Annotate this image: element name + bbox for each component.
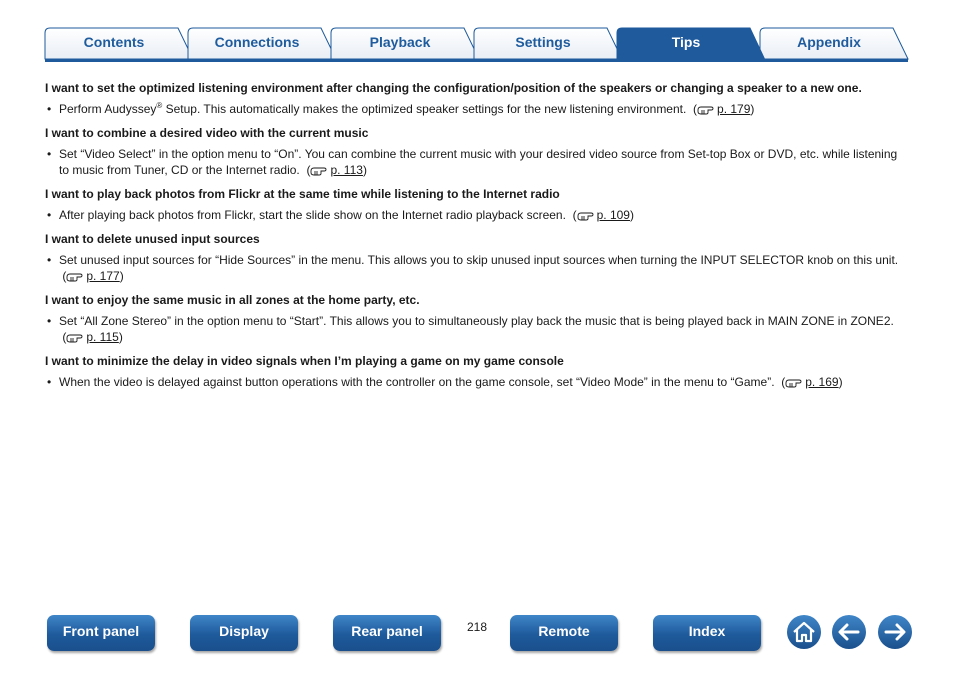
tip-answer (45, 146, 900, 178)
tips-content (45, 80, 900, 398)
page-reference: ( p. 179) (689, 102, 755, 116)
bullet: • (47, 102, 52, 116)
tip-answer (45, 374, 900, 390)
tab-rule (45, 59, 908, 62)
pointing-hand-icon (785, 377, 805, 388)
tab-contents[interactable]: Contents (83, 34, 145, 50)
answer-text: Set “Video Select” in the option menu to “On”. You can combine the current music with your desired video source from Set-top Box or DVD, etc. while listening to music from Tuner, CD or the Internet radio. (59, 147, 898, 177)
page-link[interactable]: p. 115 (86, 330, 119, 344)
pointing-hand-icon (577, 210, 597, 221)
page-number: 218 (466, 620, 488, 634)
page-link[interactable]: p. 113 (330, 163, 363, 177)
arrow-left-icon[interactable] (831, 614, 867, 650)
tab-connections[interactable]: Connections (214, 34, 300, 50)
tip-section (45, 80, 900, 117)
tip-question: I want to enjoy the same music in all zones at the home party, etc. (45, 293, 420, 307)
tab-settings[interactable]: Settings (515, 34, 571, 50)
page-link[interactable]: p. 179 (717, 102, 751, 116)
page-reference: ( p. 109) (569, 208, 634, 222)
pointing-hand-icon (66, 332, 86, 343)
bullet: • (47, 375, 52, 389)
bullet: • (47, 253, 52, 267)
tip-question: I want to set the optimized listening environment after changing the configuration/position of the speakers or changing a speaker to a new one. (45, 81, 862, 95)
tip-answer (45, 252, 900, 284)
page-reference: ( p. 113) (303, 163, 367, 177)
answer-text: After playing back photos from Flickr, start the slide show on the Internet radio playback screen. (59, 208, 566, 222)
tip-section (45, 186, 900, 223)
front-panel-button[interactable]: Front panel (47, 615, 155, 651)
tip-question: I want to play back photos from Flickr at the same time while listening to the Internet radio (45, 187, 560, 201)
tip-section (45, 353, 900, 390)
tip-answer (45, 207, 900, 223)
index-button[interactable]: Index (653, 615, 761, 651)
page-reference: ( p. 177) (59, 269, 124, 283)
answer-text: Set “All Zone Stereo” in the option menu to “Start”. This allows you to simultaneously play back the music that is being played back in MAIN ZONE in ZONE2. (59, 314, 894, 328)
page-reference: ( p. 115) (59, 330, 123, 344)
rear-panel-button[interactable]: Rear panel (333, 615, 441, 651)
bullet: • (47, 208, 52, 222)
page-reference: ( p. 169) (777, 375, 843, 389)
tab-appendix[interactable]: Appendix (797, 34, 861, 50)
tip-section (45, 231, 900, 284)
display-button[interactable]: Display (190, 615, 298, 651)
tip-question: I want to delete unused input sources (45, 232, 260, 246)
registered-mark: ® (156, 101, 163, 110)
tip-question: I want to minimize the delay in video signals when I’m playing a game on my game console (45, 354, 564, 368)
tip-answer (45, 101, 900, 117)
bullet: • (47, 314, 52, 328)
tip-question: I want to combine a desired video with the current music (45, 126, 369, 140)
page-link[interactable]: p. 169 (805, 375, 839, 389)
remote-button[interactable]: Remote (510, 615, 618, 651)
tab-playback[interactable]: Playback (369, 34, 431, 50)
home-icon[interactable] (786, 614, 822, 650)
tip-section (45, 292, 900, 345)
page-link[interactable]: p. 177 (86, 269, 120, 283)
answer-text: Set unused input sources for “Hide Sources” in the menu. This allows you to skip unused input sources when turning the INPUT SELECTOR knob on this unit. (59, 253, 899, 267)
answer-text-before: Perform Audyssey (59, 102, 157, 116)
answer-text: When the video is delayed against button operations with the controller on the game console, set “Video Mode” in the menu to “Game”. (59, 375, 775, 389)
tab-shapes (0, 0, 954, 64)
pointing-hand-icon (697, 104, 717, 115)
tab-tips[interactable]: Tips (671, 34, 701, 50)
answer-text-after: Setup. This automatically makes the optimized speaker settings for the new listening environment. (162, 102, 687, 116)
arrow-right-icon[interactable] (877, 614, 913, 650)
pointing-hand-icon (66, 271, 86, 282)
pointing-hand-icon (310, 165, 330, 176)
tip-section (45, 125, 900, 178)
tab-bar (0, 0, 954, 64)
bullet: • (47, 147, 52, 161)
page-link[interactable]: p. 109 (596, 208, 630, 222)
tip-answer (45, 313, 900, 345)
